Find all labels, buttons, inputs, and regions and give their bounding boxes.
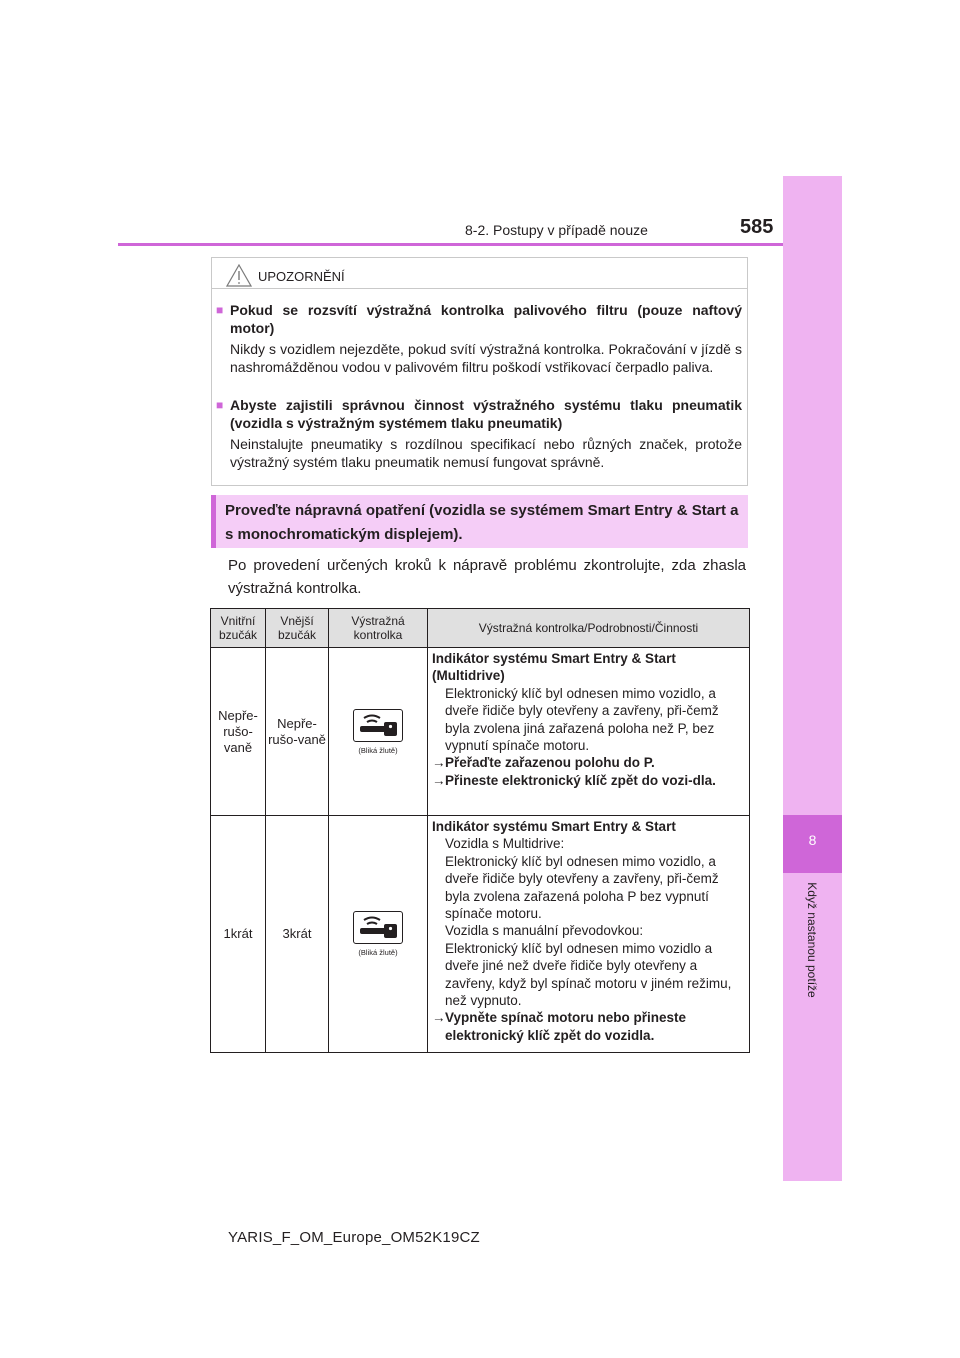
chapter-number: 8 [808, 832, 817, 848]
warning-title: UPOZORNĚNÍ [258, 269, 345, 284]
indicator-title: Indikátor systému Smart Entry & Start [432, 819, 676, 834]
detail-line: Elektronický klíč byl odnesen mimo vozidlo a dveře jiné než dveře řidiče byly otevřeny a zavřeny, když byl spínač motoru v jiném režimu, než vypnuto. [445, 940, 732, 1009]
col-warning-light: Výstražná kontrolka [329, 609, 428, 648]
warning-header [226, 264, 345, 287]
detail-line: Elektronický klíč byl odnesen mimo vozidlo, a dveře řidiče byly otevřeny a zavřeny, při-čemž byla zvolena jiná zařazená poloha než P, bez vypnutí spínače motoru. [445, 685, 719, 754]
warning-item-fuel-filter [216, 301, 742, 376]
page-number: 585 [740, 216, 774, 238]
details-cell [428, 648, 750, 816]
arrow-icon: → [432, 755, 446, 771]
warning-light-cell [329, 816, 428, 1053]
header-rule [118, 243, 783, 246]
table-row [211, 816, 750, 1053]
detail-line: Vozidla s Multidrive: [445, 836, 565, 852]
col-external-buzzer: Vnější bzučák [266, 609, 329, 648]
square-bullet-icon: ■ [216, 303, 224, 317]
table-header-row [211, 609, 750, 648]
external-buzzer-cell: Nepře-rušo-vaně [266, 648, 329, 816]
internal-buzzer-cell: Nepře-rušo-vaně [211, 648, 266, 816]
warning-item-heading: Pokud se rozsvítí výstražná kontrolka palivového filtru (pouze naftový motor) [230, 302, 742, 336]
action-line: → Přineste elektronický klíč zpět do vozi-dla. [432, 772, 716, 788]
document-footer: YARIS_F_OM_Europe_OM52K19CZ [228, 1229, 480, 1246]
details-cell [428, 816, 750, 1053]
table-row [211, 648, 750, 816]
col-internal-buzzer: Vnitřní bzučák [211, 609, 266, 648]
warning-triangle-icon [226, 264, 252, 287]
action-line: → Přeřaďte zařazenou polohu do P. [432, 755, 655, 771]
square-bullet-icon: ■ [216, 398, 224, 412]
detail-line: Elektronický klíč byl odnesen mimo vozidlo, a dveře řidiče byly otevřeny a zavřeny, při-čemž byla zvolena zařazená poloha P bez vypnutí spínače motoru. [445, 853, 719, 922]
indicator-table [210, 608, 750, 1053]
arrow-icon: → [432, 1010, 446, 1026]
arrow-icon: → [432, 772, 446, 788]
section-title: Proveďte nápravná opatření (vozidla se systémem Smart Entry & Start a s monochromatickým displejem). [211, 495, 748, 548]
indicator-title: Indikátor systému Smart Entry & Start (Multidrive) [432, 651, 676, 684]
external-buzzer-cell: 3krát [266, 816, 329, 1053]
warning-item-heading: Abyste zajistili správnou činnost výstražného systému tlaku pneumatik (vozidla s výstražným systémem tlaku pneumatik) [230, 397, 742, 431]
section-heading: 8-2. Postupy v případě nouze [465, 222, 648, 238]
smart-key-indicator-icon [353, 911, 403, 944]
icon-caption: (Bliká žlutě) [358, 745, 398, 755]
warning-light-cell [329, 648, 428, 816]
detail-line: Vozidla s manuální převodovkou: [445, 923, 644, 939]
warning-divider [212, 288, 747, 289]
warning-box [211, 257, 748, 486]
warning-item-body: Neinstalujte pneumatiky s rozdílnou specifikací nebo různých značek, protože výstražný systém tlaku pneumatik nemusí fungovat správně. [230, 436, 742, 470]
action-line: → Vypněte spínač motoru nebo přineste elektronický klíč zpět do vozidla. [432, 1010, 687, 1043]
smart-key-indicator-icon [353, 709, 403, 742]
col-details: Výstražná kontrolka/Podrobnosti/Činnosti [428, 609, 750, 648]
intro-paragraph: Po provedení určených kroků k nápravě problému zkontrolujte, zda zhasla výstražná kontrolka. [228, 557, 746, 597]
chapter-side-tab [783, 176, 842, 1181]
warning-item-tire-pressure [216, 396, 742, 471]
chapter-label: Když nastanou potíže [805, 882, 819, 998]
icon-caption: (Bliká žlutě) [358, 948, 398, 958]
internal-buzzer-cell: 1krát [211, 816, 266, 1053]
warning-item-body: Nikdy s vozidlem nejezděte, pokud svítí výstražná kontrolka. Pokračování v jízdě s nashromážděnou vodou v palivovém filtru poškodí vstřikovací čerpadlo paliva. [230, 341, 742, 375]
